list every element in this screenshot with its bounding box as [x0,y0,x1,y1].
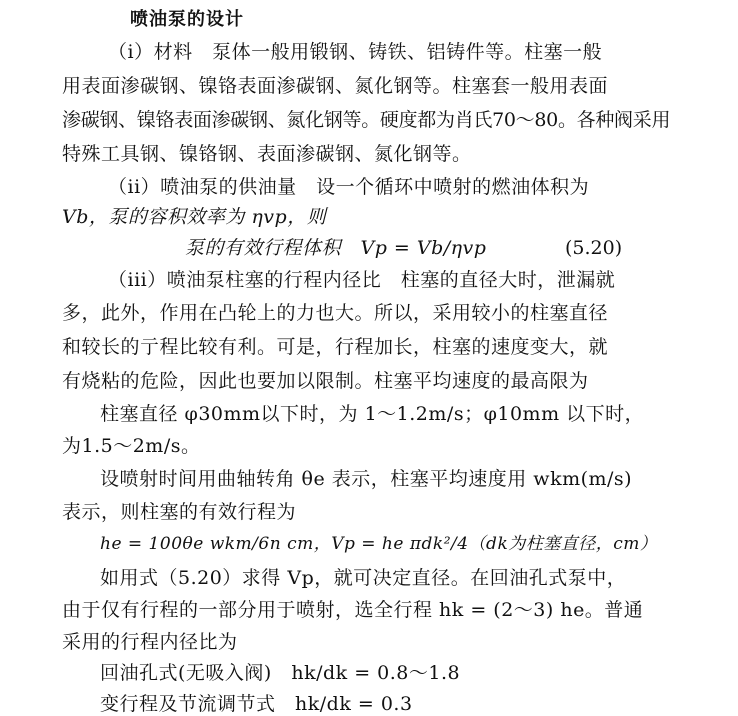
ratio-line-2: 变行程及节流调节式 hk/dk = 0.3 [100,693,413,715]
text-line-5: （ii）喷油泵的供油量 设一个循环中喷射的燃油体积为 [108,176,590,198]
text-line-4: 特殊工具钢、镍铬钢、表面渗碳钢、氮化钢等。 [62,143,472,165]
text-line-13: 设喷射时间用曲轴转角 θe 表示，柱塞平均速度用 wkm(m/s) [100,468,633,490]
text-line-16: 由于仅有行程的一部分用于喷射，选全行程 hk = (2～3) he。普通 [62,599,644,621]
text-line-1: （ⅰ）材料 泵体一般用锻钢、铸铁、铝铸件等。柱塞一般 [108,41,603,63]
text-line-9: 和较长的亍程比较有利。可是，行程加长，柱塞的速度变大，就 [62,336,609,358]
text-line-6: Vb，泵的容积效率为 ηvp，则 [62,206,327,228]
equation-number: (5.20) [565,237,623,259]
text-line-14: 表示，则柱塞的有效行程为 [62,501,297,523]
text-line-7: （iii）喷油泵柱塞的行程内径比 柱塞的直径大时，泄漏就 [108,269,616,291]
ratio-line-1: 回油孔式(无吸入阀) hk/dk = 0.8～1.8 [100,662,461,684]
text-line-2: 用表面渗碳钢、镍铬表面渗碳钢、氮化钢等。柱塞套一般用表面 [62,75,609,97]
text-line-8: 多，此外，作用在凸轮上的力也大。所以，采用较小的柱塞直径 [62,302,609,324]
text-line-12: 为1.5～2m/s。 [62,435,201,457]
text-line-11: 柱塞直径 φ30mm以下时，为 1～1.2m/s；φ10mm 以下时， [100,403,645,425]
text-line-17: 采用的行程内径比为 [62,631,238,653]
text-line-3: 渗碳钢、镍铬表面渗碳钢、氮化钢等。硬度都为肖氏70～80。各种阀采用 [62,109,671,131]
equation-line: 泵的有效行程体积 Vp = Vb/ηvp [185,237,487,259]
section-title: 喷油泵的设计 [130,9,244,30]
text-line-15: 如用式（5.20）求得 Vp，就可决定直径。在回油孔式泵中， [100,567,627,589]
text-line-10: 有烧粘的危险，因此也要加以限制。柱塞平均速度的最高限为 [62,370,589,392]
formula-line: he = 100θe wkm/6n cm，Vp = he πdk²/4（dk为柱塞直径，cm） [100,534,658,554]
